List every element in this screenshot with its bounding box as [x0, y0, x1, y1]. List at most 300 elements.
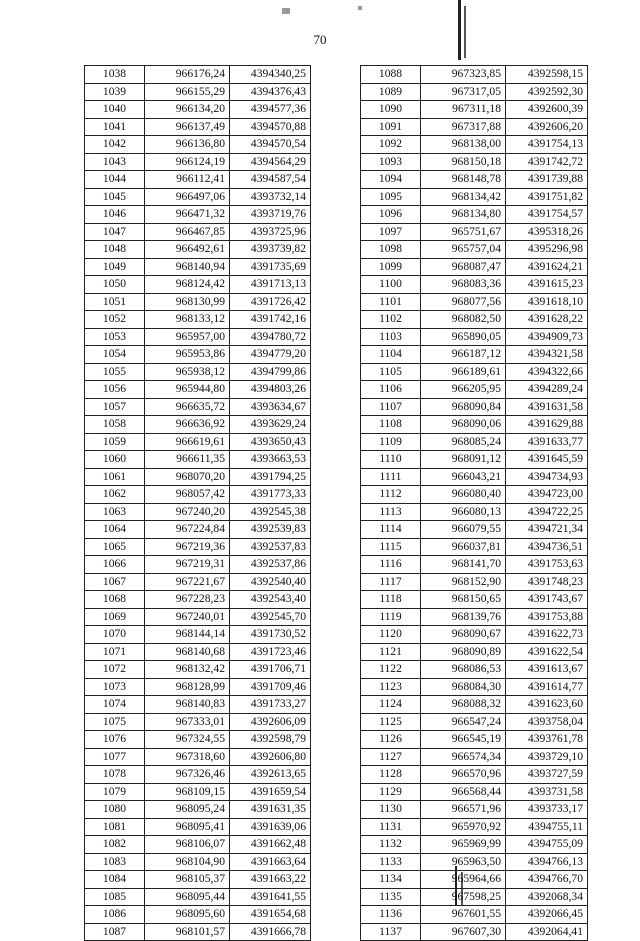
point-number-cell: 1068 [85, 591, 145, 609]
table-row [361, 451, 588, 469]
y-coordinate-cell: 4391751,82 [506, 188, 588, 206]
x-coordinate-cell: 966176,24 [145, 66, 230, 84]
y-coordinate-cell: 4391754,13 [506, 136, 588, 154]
table-row [361, 923, 588, 941]
point-number-cell: 1076 [85, 731, 145, 749]
x-coordinate-cell: 965757,04 [421, 241, 506, 259]
point-number-cell: 1098 [361, 241, 421, 259]
x-coordinate-cell: 966571,96 [421, 801, 506, 819]
point-number-cell: 1074 [85, 696, 145, 714]
x-coordinate-cell: 966079,55 [421, 521, 506, 539]
point-number-cell: 1056 [85, 381, 145, 399]
table-row [361, 748, 588, 766]
y-coordinate-cell: 4393729,10 [506, 748, 588, 766]
x-coordinate-cell: 967317,05 [421, 83, 506, 101]
x-coordinate-cell: 966574,34 [421, 748, 506, 766]
point-number-cell: 1081 [85, 818, 145, 836]
point-number-cell: 1049 [85, 258, 145, 276]
table-row [361, 311, 588, 329]
table-row [361, 153, 588, 171]
point-number-cell: 1100 [361, 276, 421, 294]
table-row [361, 871, 588, 889]
y-coordinate-cell: 4394721,34 [506, 521, 588, 539]
x-coordinate-cell: 966155,29 [145, 83, 230, 101]
y-coordinate-cell: 4392543,40 [230, 591, 311, 609]
y-coordinate-cell: 4391753,88 [506, 608, 588, 626]
x-coordinate-cell: 965969,99 [421, 836, 506, 854]
y-coordinate-cell: 4391742,72 [506, 153, 588, 171]
point-number-cell: 1057 [85, 398, 145, 416]
point-number-cell: 1101 [361, 293, 421, 311]
x-coordinate-cell: 968144,14 [145, 626, 230, 644]
y-coordinate-cell: 4391618,10 [506, 293, 588, 311]
x-coordinate-cell: 966545,19 [421, 731, 506, 749]
table-row [85, 346, 311, 364]
table-row [85, 381, 311, 399]
point-number-cell: 1064 [85, 521, 145, 539]
point-number-cell: 1087 [85, 923, 145, 941]
x-coordinate-cell: 968140,83 [145, 696, 230, 714]
x-coordinate-cell: 965890,05 [421, 328, 506, 346]
table-row [85, 206, 311, 224]
x-coordinate-cell: 968134,42 [421, 188, 506, 206]
y-coordinate-cell: 4391739,88 [506, 171, 588, 189]
y-coordinate-cell: 4394779,20 [230, 346, 311, 364]
table-row [361, 188, 588, 206]
table-row [85, 731, 311, 749]
table-row [85, 713, 311, 731]
y-coordinate-cell: 4393731,58 [506, 783, 588, 801]
coordinates-table-left [84, 65, 311, 941]
table-row [85, 661, 311, 679]
point-number-cell: 1048 [85, 241, 145, 259]
table-row [361, 293, 588, 311]
y-coordinate-cell: 4394340,25 [230, 66, 311, 84]
x-coordinate-cell: 966134,20 [145, 101, 230, 119]
x-coordinate-cell: 966037,81 [421, 538, 506, 556]
point-number-cell: 1117 [361, 573, 421, 591]
table-row [85, 118, 311, 136]
point-number-cell: 1080 [85, 801, 145, 819]
table-row [361, 783, 588, 801]
table-row [85, 258, 311, 276]
x-coordinate-cell: 966189,61 [421, 363, 506, 381]
point-number-cell: 1079 [85, 783, 145, 801]
x-coordinate-cell: 968057,42 [145, 486, 230, 504]
point-number-cell: 1072 [85, 661, 145, 679]
table-row [361, 206, 588, 224]
table-row [85, 783, 311, 801]
x-coordinate-cell: 967240,01 [145, 608, 230, 626]
table-row [361, 171, 588, 189]
y-coordinate-cell: 4392600,39 [506, 101, 588, 119]
x-coordinate-cell: 966497,06 [145, 188, 230, 206]
y-coordinate-cell: 4391622,54 [506, 643, 588, 661]
point-number-cell: 1091 [361, 118, 421, 136]
x-coordinate-cell: 967221,67 [145, 573, 230, 591]
x-coordinate-cell: 966112,41 [145, 171, 230, 189]
x-coordinate-cell: 968086,53 [421, 661, 506, 679]
y-coordinate-cell: 4392545,38 [230, 503, 311, 521]
table-row [85, 871, 311, 889]
point-number-cell: 1039 [85, 83, 145, 101]
x-coordinate-cell: 968133,12 [145, 311, 230, 329]
x-coordinate-cell: 966043,21 [421, 468, 506, 486]
point-number-cell: 1095 [361, 188, 421, 206]
table-row [85, 923, 311, 941]
point-number-cell: 1043 [85, 153, 145, 171]
y-coordinate-cell: 4391709,46 [230, 678, 311, 696]
x-coordinate-cell: 966570,96 [421, 766, 506, 784]
table-row [85, 678, 311, 696]
x-coordinate-cell: 968150,18 [421, 153, 506, 171]
y-coordinate-cell: 4391624,21 [506, 258, 588, 276]
table-row [361, 468, 588, 486]
y-coordinate-cell: 4392606,20 [506, 118, 588, 136]
y-coordinate-cell: 4391654,68 [230, 906, 311, 924]
table-row [85, 276, 311, 294]
x-coordinate-cell: 966611,35 [145, 451, 230, 469]
y-coordinate-cell: 4391614,77 [506, 678, 588, 696]
table-row [85, 293, 311, 311]
x-coordinate-cell: 968088,32 [421, 696, 506, 714]
table-row [361, 398, 588, 416]
table-row [85, 433, 311, 451]
y-coordinate-cell: 4392592,30 [506, 83, 588, 101]
point-number-cell: 1129 [361, 783, 421, 801]
point-number-cell: 1094 [361, 171, 421, 189]
point-number-cell: 1066 [85, 556, 145, 574]
point-number-cell: 1090 [361, 101, 421, 119]
table-row [361, 223, 588, 241]
y-coordinate-cell: 4392064,41 [506, 923, 588, 941]
y-coordinate-cell: 4392068,34 [506, 888, 588, 906]
point-number-cell: 1131 [361, 818, 421, 836]
y-coordinate-cell: 4393629,24 [230, 416, 311, 434]
x-coordinate-cell: 967607,30 [421, 923, 506, 941]
point-number-cell: 1093 [361, 153, 421, 171]
table-row [361, 136, 588, 154]
point-number-cell: 1109 [361, 433, 421, 451]
x-coordinate-cell: 968070,20 [145, 468, 230, 486]
table-row [361, 328, 588, 346]
table-row [85, 223, 311, 241]
table-row [85, 801, 311, 819]
scan-speck [358, 6, 362, 10]
y-coordinate-cell: 4391794,25 [230, 468, 311, 486]
point-number-cell: 1051 [85, 293, 145, 311]
y-coordinate-cell: 4394376,43 [230, 83, 311, 101]
y-coordinate-cell: 4391742,16 [230, 311, 311, 329]
y-coordinate-cell: 4392606,09 [230, 713, 311, 731]
point-number-cell: 1061 [85, 468, 145, 486]
x-coordinate-cell: 968083,36 [421, 276, 506, 294]
point-number-cell: 1088 [361, 66, 421, 84]
point-number-cell: 1127 [361, 748, 421, 766]
x-coordinate-cell: 966471,32 [145, 206, 230, 224]
point-number-cell: 1097 [361, 223, 421, 241]
x-coordinate-cell: 965953,86 [145, 346, 230, 364]
y-coordinate-cell: 4394322,66 [506, 363, 588, 381]
point-number-cell: 1082 [85, 836, 145, 854]
y-coordinate-cell: 4393663,53 [230, 451, 311, 469]
y-coordinate-cell: 4394736,51 [506, 538, 588, 556]
point-number-cell: 1114 [361, 521, 421, 539]
x-coordinate-cell: 965963,50 [421, 853, 506, 871]
point-number-cell: 1071 [85, 643, 145, 661]
x-coordinate-cell: 965938,12 [145, 363, 230, 381]
y-coordinate-cell: 4391735,69 [230, 258, 311, 276]
table-row [361, 521, 588, 539]
x-coordinate-cell: 967324,55 [145, 731, 230, 749]
table-row [85, 468, 311, 486]
y-coordinate-cell: 4395296,98 [506, 241, 588, 259]
point-number-cell: 1047 [85, 223, 145, 241]
x-coordinate-cell: 967224,84 [145, 521, 230, 539]
point-number-cell: 1126 [361, 731, 421, 749]
point-number-cell: 1084 [85, 871, 145, 889]
x-coordinate-cell: 966636,92 [145, 416, 230, 434]
y-coordinate-cell: 4394564,29 [230, 153, 311, 171]
y-coordinate-cell: 4391773,33 [230, 486, 311, 504]
y-coordinate-cell: 4393761,78 [506, 731, 588, 749]
point-number-cell: 1062 [85, 486, 145, 504]
table-row [85, 608, 311, 626]
point-number-cell: 1040 [85, 101, 145, 119]
table-row [85, 626, 311, 644]
scan-binding-mark-top-2 [464, 6, 466, 58]
table-row [85, 643, 311, 661]
x-coordinate-cell: 968087,47 [421, 258, 506, 276]
table-row [361, 538, 588, 556]
point-number-cell: 1123 [361, 678, 421, 696]
x-coordinate-cell: 968090,89 [421, 643, 506, 661]
x-coordinate-cell: 967318,60 [145, 748, 230, 766]
point-number-cell: 1111 [361, 468, 421, 486]
table-row [361, 853, 588, 871]
y-coordinate-cell: 4393634,67 [230, 398, 311, 416]
table-row [361, 713, 588, 731]
x-coordinate-cell: 966492,61 [145, 241, 230, 259]
point-number-cell: 1092 [361, 136, 421, 154]
x-coordinate-cell: 968105,37 [145, 871, 230, 889]
point-number-cell: 1044 [85, 171, 145, 189]
point-number-cell: 1060 [85, 451, 145, 469]
point-number-cell: 1089 [361, 83, 421, 101]
point-number-cell: 1046 [85, 206, 145, 224]
y-coordinate-cell: 4391753,63 [506, 556, 588, 574]
scan-binding-mark-top [458, 0, 461, 60]
table-row [85, 83, 311, 101]
table-row [85, 696, 311, 714]
table-row [85, 766, 311, 784]
y-coordinate-cell: 4391623,60 [506, 696, 588, 714]
coordinates-table-left-body [85, 66, 311, 941]
point-number-cell: 1110 [361, 451, 421, 469]
y-coordinate-cell: 4391706,71 [230, 661, 311, 679]
y-coordinate-cell: 4391641,55 [230, 888, 311, 906]
y-coordinate-cell: 4391662,48 [230, 836, 311, 854]
table-row [361, 416, 588, 434]
point-number-cell: 1077 [85, 748, 145, 766]
table-row [85, 136, 311, 154]
x-coordinate-cell: 968095,41 [145, 818, 230, 836]
table-row [85, 363, 311, 381]
x-coordinate-cell: 965964,66 [421, 871, 506, 889]
table-row [85, 486, 311, 504]
y-coordinate-cell: 4394799,86 [230, 363, 311, 381]
point-number-cell: 1113 [361, 503, 421, 521]
x-coordinate-cell: 967240,20 [145, 503, 230, 521]
y-coordinate-cell: 4392606,80 [230, 748, 311, 766]
y-coordinate-cell: 4391743,67 [506, 591, 588, 609]
y-coordinate-cell: 4393739,82 [230, 241, 311, 259]
x-coordinate-cell: 966619,61 [145, 433, 230, 451]
table-row [85, 416, 311, 434]
y-coordinate-cell: 4391633,77 [506, 433, 588, 451]
point-number-cell: 1122 [361, 661, 421, 679]
y-coordinate-cell: 4391726,42 [230, 293, 311, 311]
y-coordinate-cell: 4391622,73 [506, 626, 588, 644]
x-coordinate-cell: 968095,60 [145, 906, 230, 924]
point-number-cell: 1053 [85, 328, 145, 346]
y-coordinate-cell: 4391730,52 [230, 626, 311, 644]
table-row [85, 573, 311, 591]
table-row [361, 818, 588, 836]
table-row [361, 381, 588, 399]
point-number-cell: 1116 [361, 556, 421, 574]
y-coordinate-cell: 4394780,72 [230, 328, 311, 346]
y-coordinate-cell: 4394766,13 [506, 853, 588, 871]
x-coordinate-cell: 968104,90 [145, 853, 230, 871]
y-coordinate-cell: 4394289,24 [506, 381, 588, 399]
table-row [361, 801, 588, 819]
y-coordinate-cell: 4391631,58 [506, 398, 588, 416]
x-coordinate-cell: 968090,84 [421, 398, 506, 416]
point-number-cell: 1103 [361, 328, 421, 346]
point-number-cell: 1096 [361, 206, 421, 224]
table-row [85, 591, 311, 609]
point-number-cell: 1104 [361, 346, 421, 364]
table-row [85, 556, 311, 574]
point-number-cell: 1106 [361, 381, 421, 399]
table-row [85, 311, 311, 329]
point-number-cell: 1099 [361, 258, 421, 276]
x-coordinate-cell: 968139,76 [421, 608, 506, 626]
table-row [361, 836, 588, 854]
point-number-cell: 1112 [361, 486, 421, 504]
table-row [85, 398, 311, 416]
table-row [361, 66, 588, 84]
y-coordinate-cell: 4393650,43 [230, 433, 311, 451]
y-coordinate-cell: 4394570,54 [230, 136, 311, 154]
table-row [361, 556, 588, 574]
table-row [361, 661, 588, 679]
y-coordinate-cell: 4394909,73 [506, 328, 588, 346]
x-coordinate-cell: 966136,80 [145, 136, 230, 154]
y-coordinate-cell: 4391645,59 [506, 451, 588, 469]
y-coordinate-cell: 4391631,35 [230, 801, 311, 819]
point-number-cell: 1121 [361, 643, 421, 661]
y-coordinate-cell: 4391754,57 [506, 206, 588, 224]
y-coordinate-cell: 4393733,17 [506, 801, 588, 819]
y-coordinate-cell: 4392613,65 [230, 766, 311, 784]
point-number-cell: 1041 [85, 118, 145, 136]
y-coordinate-cell: 4391639,06 [230, 818, 311, 836]
y-coordinate-cell: 4394570,88 [230, 118, 311, 136]
x-coordinate-cell: 968140,94 [145, 258, 230, 276]
point-number-cell: 1059 [85, 433, 145, 451]
y-coordinate-cell: 4391615,23 [506, 276, 588, 294]
x-coordinate-cell: 968124,42 [145, 276, 230, 294]
table-row [361, 678, 588, 696]
x-coordinate-cell: 966547,24 [421, 713, 506, 731]
point-number-cell: 1075 [85, 713, 145, 731]
table-row [361, 766, 588, 784]
y-coordinate-cell: 4392537,83 [230, 538, 311, 556]
point-number-cell: 1125 [361, 713, 421, 731]
x-coordinate-cell: 968138,00 [421, 136, 506, 154]
x-coordinate-cell: 968090,67 [421, 626, 506, 644]
page-number: 70 [313, 32, 327, 47]
table-row [361, 626, 588, 644]
y-coordinate-cell: 4391748,23 [506, 573, 588, 591]
x-coordinate-cell: 968085,24 [421, 433, 506, 451]
y-coordinate-cell: 4392539,83 [230, 521, 311, 539]
x-coordinate-cell: 968134,80 [421, 206, 506, 224]
point-number-cell: 1073 [85, 678, 145, 696]
x-coordinate-cell: 968106,07 [145, 836, 230, 854]
y-coordinate-cell: 4393727,59 [506, 766, 588, 784]
point-number-cell: 1086 [85, 906, 145, 924]
x-coordinate-cell: 968091,12 [421, 451, 506, 469]
x-coordinate-cell: 966467,85 [145, 223, 230, 241]
x-coordinate-cell: 967598,25 [421, 888, 506, 906]
y-coordinate-cell: 4391713,13 [230, 276, 311, 294]
table-row [85, 906, 311, 924]
x-coordinate-cell: 965751,67 [421, 223, 506, 241]
table-row [361, 503, 588, 521]
table-row [85, 748, 311, 766]
x-coordinate-cell: 966568,44 [421, 783, 506, 801]
point-number-cell: 1063 [85, 503, 145, 521]
x-coordinate-cell: 967601,55 [421, 906, 506, 924]
coordinates-table-right-body [361, 66, 588, 941]
y-coordinate-cell: 4392598,79 [230, 731, 311, 749]
y-coordinate-cell: 4392598,15 [506, 66, 588, 84]
y-coordinate-cell: 4393758,04 [506, 713, 588, 731]
point-number-cell: 1134 [361, 871, 421, 889]
table-row [361, 591, 588, 609]
point-number-cell: 1136 [361, 906, 421, 924]
y-coordinate-cell: 4394766,70 [506, 871, 588, 889]
table-row [361, 573, 588, 591]
y-coordinate-cell: 4394321,58 [506, 346, 588, 364]
point-number-cell: 1070 [85, 626, 145, 644]
x-coordinate-cell: 968152,90 [421, 573, 506, 591]
x-coordinate-cell: 966137,49 [145, 118, 230, 136]
table-row [361, 101, 588, 119]
point-number-cell: 1130 [361, 801, 421, 819]
x-coordinate-cell: 965970,92 [421, 818, 506, 836]
point-number-cell: 1065 [85, 538, 145, 556]
table-row [85, 853, 311, 871]
table-row [85, 66, 311, 84]
point-number-cell: 1069 [85, 608, 145, 626]
table-row [85, 153, 311, 171]
point-number-cell: 1067 [85, 573, 145, 591]
x-coordinate-cell: 966080,40 [421, 486, 506, 504]
